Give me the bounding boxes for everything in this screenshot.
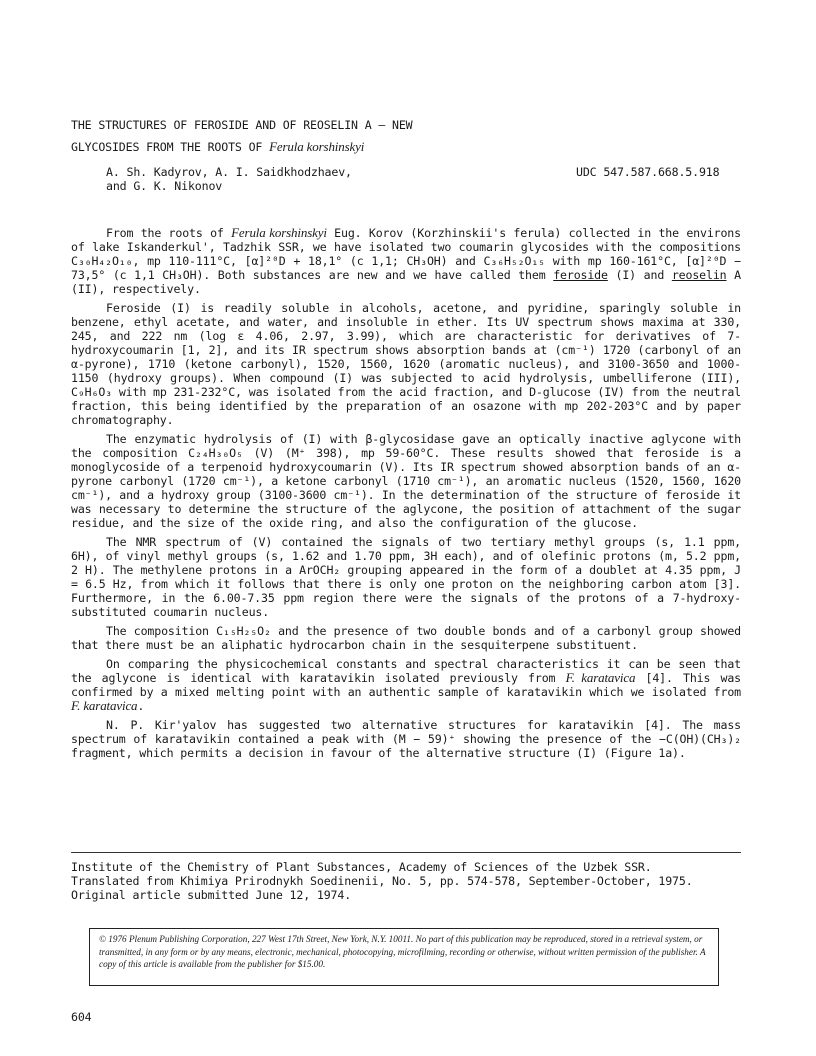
p1-species: Ferula korshinskyi xyxy=(231,225,327,240)
authors-line-1: A. Sh. Kadyrov, A. I. Saidkhodzhaev, xyxy=(106,165,352,179)
paragraph-1 xyxy=(71,226,741,296)
authors-line-2: and G. K. Nikonov xyxy=(106,179,223,193)
page-number: 604 xyxy=(71,1010,92,1024)
article-body xyxy=(71,226,741,765)
p6-text-e: . xyxy=(137,699,145,713)
p1-text-c: Eug. Korov (Korzhinskii's ferula) collected in the environs of lake Iskanderkul', Tadzhik SSR, we have isolated two coumarin glycosides with the compositions C₃₀H₄₂O₁₀, mp 110-111°C, [α]²⁰D + 18,1° (c 1,1; CH₃OH) and C₃₆H₅₂O₁₅ with mp 160-161°C, [α]²⁰D − 73,5° (c 1,1 CH₃OH). Both substances are new and we have called them xyxy=(71,226,741,282)
paragraph-7: N. P. Kir'yalov has suggested two alternative structures for karatavikin [4]. The mass spectrum of karatavikin contained a peak with (M − 59)⁺ showing the presence of the −C(OH)(CH₃)₂ fragment, which permits a decision in favour of the alternative structure (I) (Figure 1a). xyxy=(71,718,741,760)
footnote-divider xyxy=(71,852,741,853)
authors xyxy=(106,165,526,193)
species-name: Ferula korshinskyi xyxy=(269,139,365,154)
p1-reoselin: reoselin xyxy=(671,268,727,282)
footnote-line-2: Translated from Khimiya Prirodnykh Soedinenii, No. 5, pp. 574-578, September-October, 1975. xyxy=(71,874,693,888)
p6-species-2: F. karatavica xyxy=(71,698,138,713)
p6-text-a: On comparing the physicochemical constants and spectral characteristics it can be seen that the aglycone is identical with karatavikin isolated previously from xyxy=(71,657,741,685)
footnote-line-1: Institute of the Chemistry of Plant Substances, Academy of Sciences of the Uzbek SSR. xyxy=(71,860,652,874)
udc-code: UDC 547.587.668.5.918 xyxy=(576,165,720,179)
title-line-1: THE STRUCTURES OF FEROSIDE AND OF REOSELIN A — NEW xyxy=(71,118,413,132)
p1-feroside: feroside xyxy=(553,268,608,282)
copyright-notice: © 1976 Plenum Publishing Corporation, 227 West 17th Street, New York, N.Y. 10011. No part of this publication may be reproduced, stored in a retrieval system, or transmitted, in any form or by any means, electronic, mechanical, photocopying, microfilming, recording or otherwise, without written permission of the publisher. A copy of this article is available from the publisher for $15.00. xyxy=(99,934,706,969)
footnote-line-3: Original article submitted June 12, 1974. xyxy=(71,888,352,902)
copyright-box xyxy=(89,928,719,986)
article-title xyxy=(71,114,751,158)
p6-species-1: F. karatavica xyxy=(565,670,636,685)
p1-text-g: A (II), respectively. xyxy=(71,268,741,296)
footnote xyxy=(71,860,741,902)
paragraph-3: The enzymatic hydrolysis of (I) with β-glycosidase gave an optically inactive aglycone with the composition C₂₄H₃₀O₅ (V) (M⁺ 398), mp 59-60°C. These results showed that feroside is a monoglycoside of a terpenoid hydroxycoumarin (V). Its IR spectrum showed absorption bands of an α-pyrone carbonyl (1720 cm⁻¹), a ketone carbonyl (1710 cm⁻¹), an aromatic nucleus (1520, 1560, 1620 cm⁻¹), and a hydroxy group (3100-3600 cm⁻¹). In the determination of the structure of feroside it was necessary to determine the structure of the aglycone, the position of attachment of the sugar residue, and the size of the oxide ring, and also the configuration of the glucose. xyxy=(71,432,741,530)
p1-text-e: (I) and xyxy=(607,268,672,282)
p6-text-c: [4]. This was confirmed by a mixed melting point with an authentic sample of karatavikin which we isolated from xyxy=(71,671,741,699)
paragraph-6 xyxy=(71,657,741,713)
paragraph-5: The composition C₁₅H₂₅O₂ and the presence of two double bonds and of a carbonyl group showed that there must be an aliphatic hydrocarbon chain in the sesquiterpene substituent. xyxy=(71,624,741,652)
title-line-2 xyxy=(71,136,751,158)
title-line-2-text: GLYCOSIDES FROM THE ROOTS OF xyxy=(71,140,270,154)
paragraph-2: Feroside (I) is readily soluble in alcohols, acetone, and pyridine, sparingly soluble in benzene, ethyl acetate, and water, and insoluble in ether. Its UV spectrum shows maxima at 330, 245, and 222 nm (log ε 4.06, 2.97, 3.99), which are characteristic for derivatives of 7-hydroxycoumarin [1, 2], and its IR spectrum shows absorption bands at (cm⁻¹) 1720 (carbonyl of an α-pyrone), 1710 (ketone carbonyl), 1520, 1560, 1620 (aromatic nucleus), and 3100-3650 and 1000-1150 (hydroxy groups). When compound (I) was subjected to acid hydrolysis, umbelliferone (III), C₉H₆O₃ with mp 231-232°C, was isolated from the acid fraction, and D-glucose (IV) from the neutral fraction, this being identified by the preparation of an osazone with mp 202-203°C and by paper chromatography. xyxy=(71,301,741,427)
paragraph-4: The NMR spectrum of (V) contained the signals of two tertiary methyl groups (s, 1.1 ppm, 6H), of vinyl methyl groups (s, 1.62 and 1.70 ppm, 3H each), and of olefinic protons (m, 5.2 ppm, 2 H). The methylene protons in a ArOCH₂ grouping appeared in the form of a doublet at 4.35 ppm, J = 6.5 Hz, from which it follows that there is only one proton on the neighboring carbon atom [3]. Furthermore, in the 6.00-7.35 ppm region there were the signals of the protons of a 7-hydroxy-substituted coumarin nucleus. xyxy=(71,535,741,619)
p1-text-a: From the roots of xyxy=(106,226,232,240)
